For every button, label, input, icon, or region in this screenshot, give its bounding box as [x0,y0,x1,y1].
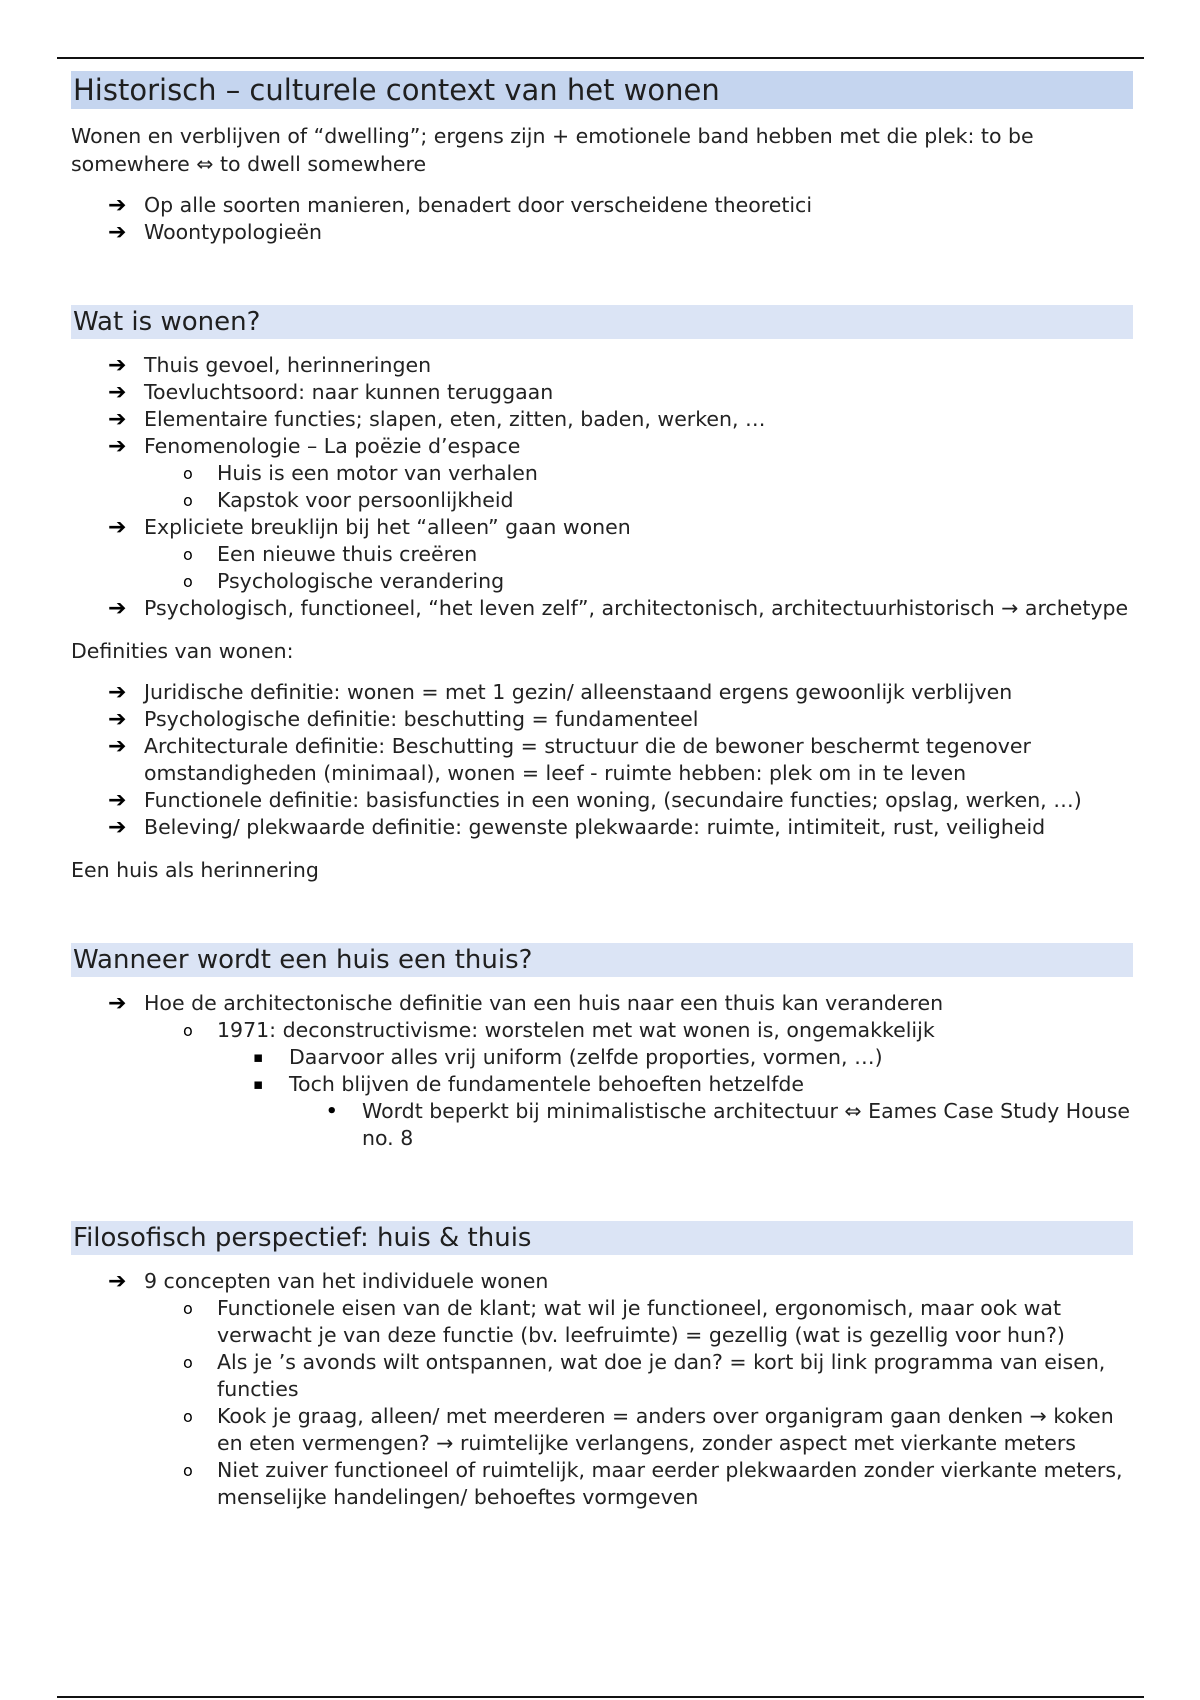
circle-bullet-icon: o [183,1021,193,1040]
list-item: o Psychologische verandering [183,569,505,593]
list-item: o Niet zuiver functioneel of ruimtelijk, maar eerder plekwaarden zonder vierkante meters, menselijke handelingen/ behoeftes vormgeven [183,1458,1123,1509]
arrow-icon: ➔ [108,434,127,459]
circle-bullet-icon: o [183,491,193,510]
list-item: o 1971: deconstructivisme: worstelen met wat wonen is, ongemakkelijk [183,1018,935,1042]
dot-bullet-icon: • [326,1101,338,1122]
list-item: ➔ Fenomenologie – La poëzie d’espace [108,434,521,459]
historisch-list [71,192,1133,246]
list-item: ➔ Op alle soorten manieren, benadert door verscheidene theoretici [108,193,813,218]
arrow-icon: ➔ [108,407,127,432]
list-item: ➔ Psychologische definitie: beschutting = fundamenteel [108,707,699,732]
bottom-rule [57,1696,1144,1698]
list-item: ➔ Hoe de architectonische definitie van een huis naar een thuis kan veranderen [108,991,944,1016]
circle-bullet-icon: o [183,1299,193,1318]
list-item: ➔ Architecturale definitie: Beschutting = structuur die de bewoner beschermt tegenover omstandigheden (minimaal), wonen = leef - ruimte hebben: plek om in te leven [108,734,1031,785]
list-item: o Een nieuwe thuis creëren [183,542,478,566]
list-item: ➔ Juridische definitie: wonen = met 1 gezin/ alleenstaand ergens gewoonlijk verblijven [108,680,1013,705]
heading-filosofisch: Filosofisch perspectief: huis & thuis [71,1221,1133,1255]
document-body [71,71,1133,1511]
arrow-icon: ➔ [108,353,127,378]
circle-bullet-icon: o [183,1353,193,1372]
circle-bullet-icon: o [183,1461,193,1480]
arrow-icon: ➔ [108,1269,127,1294]
list-item: o Als je ’s avonds wilt ontspannen, wat doe je dan? = kort bij link programma van eisen, functies [183,1350,1106,1401]
list-item: ➔ Expliciete breuklijn bij het “alleen” gaan wonen [108,515,631,540]
circle-bullet-icon: o [183,464,193,483]
list-item: o Kook je graag, alleen/ met meerderen = anders over organigram gaan denken → koken en eten vermengen? → ruimtelijke verlangens, zonder aspect met vierkante meters [183,1404,1114,1455]
wanneer-list [71,990,1133,1152]
arrow-icon: ➔ [108,788,127,813]
circle-bullet-icon: o [183,1407,193,1426]
intro-paragraph: Wonen en verblijven of “dwelling”; ergens zijn + emotionele band hebben met die plek: to be somewhere ⇔ to dwell somewhere [71,124,1034,176]
circle-bullet-icon: o [183,545,193,564]
heading-wanneer: Wanneer wordt een huis een thuis? [71,943,1133,977]
list-item: ➔ Woontypologieën [108,220,323,245]
list-item: ➔ Beleving/ plekwaarde definitie: gewenste plekwaarde: ruimte, intimiteit, rust, veiligheid [108,815,1046,840]
list-item: o Kapstok voor persoonlijkheid [183,488,514,512]
list-item: ▪ Toch blijven de fundamentele behoeften hetzelfde [253,1072,805,1096]
arrow-icon: ➔ [108,380,127,405]
list-item: ➔ Elementaire functies; slapen, eten, zitten, baden, werken, … [108,407,766,432]
arrow-icon: ➔ [108,193,127,218]
list-item: o Functionele eisen van de klant; wat wil je functioneel, ergonomisch, maar ook wat verwacht je van deze functie (bv. leefruimte) = gezellig (wat is gezellig voor hun?) [183,1296,1065,1347]
list-item: ➔ Psychologisch, functioneel, “het leven zelf”, architectonisch, architectuurhistorisch → archetype [108,596,1129,621]
arrow-icon: ➔ [108,734,127,759]
arrow-icon: ➔ [108,707,127,732]
arrow-icon: ➔ [108,815,127,840]
list-item: ➔ Toevluchtsoord: naar kunnen teruggaan [108,380,554,405]
wat-is-wonen-list [71,352,1133,622]
closing-paragraph: Een huis als herinnering [71,858,319,882]
arrow-icon: ➔ [108,680,127,705]
heading-wat-is-wonen: Wat is wonen? [71,305,1133,339]
circle-bullet-icon: o [183,572,193,591]
list-item: ➔ 9 concepten van het individuele wonen [108,1269,549,1294]
definitions-label: Definities van wonen: [71,639,294,663]
arrow-icon: ➔ [108,596,127,621]
list-item: • Wordt beperkt bij minimalistische architectuur ⇔ Eames Case Study House no. 8 [326,1099,1131,1150]
list-item: ▪ Daarvoor alles vrij uniform (zelfde proporties, vormen, …) [253,1045,883,1069]
square-bullet-icon: ▪ [253,1048,264,1066]
heading-historisch: Historisch – culturele context van het wonen [71,71,1133,109]
filosofisch-list [71,1268,1133,1511]
arrow-icon: ➔ [108,991,127,1016]
top-rule [57,57,1144,59]
list-item: ➔ Thuis gevoel, herinneringen [108,353,432,378]
list-item: ➔ Functionele definitie: basisfuncties in een woning, (secundaire functies; opslag, werken, …) [108,788,1082,813]
list-item: o Huis is een motor van verhalen [183,461,538,485]
square-bullet-icon: ▪ [253,1075,264,1093]
arrow-icon: ➔ [108,515,127,540]
arrow-icon: ➔ [108,220,127,245]
definitions-list [71,679,1133,841]
